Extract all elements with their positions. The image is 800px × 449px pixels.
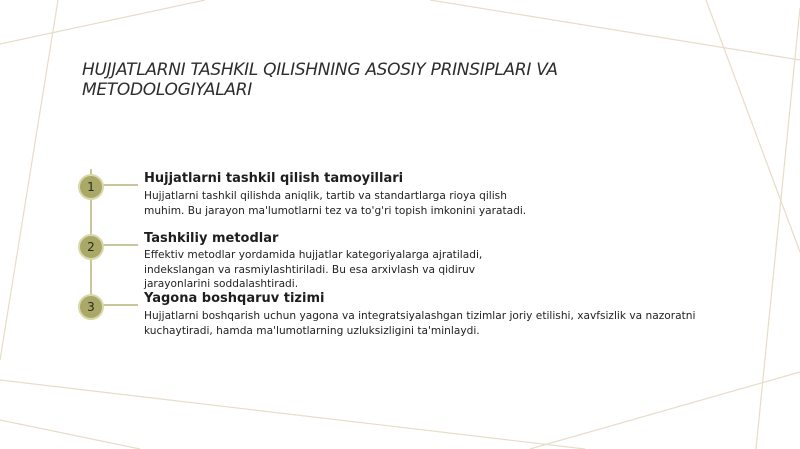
step-number-badge: 2 — [78, 234, 104, 260]
item-title: Hujjatlarni tashkil qilish tamoyillari — [144, 171, 404, 186]
step-number-badge: 3 — [78, 294, 104, 320]
item-description: Effektiv metodlar yordamida hujjatlar kategoriyalarga ajratiladi, indekslangan va rasmiylashtiriladi. Bu esa arxivlash va qidiruv jarayonlarini soddalashtiradi. — [144, 249, 483, 290]
item-title: Yagona boshqaruv tizimi — [144, 291, 325, 306]
item-title: Tashkiliy metodlar — [144, 231, 279, 246]
item-description: Hujjatlarni tashkil qilishda aniqlik, tartib va standartlarga rioya qilish muhim. Bu jarayon ma'lumotlarni tez va to'g'ri topish imkonini yaratadi. — [144, 190, 527, 217]
item-description: Hujjatlarni boshqarish uchun yagona va integratsiyalashgan tizimlar joriy etilishi, xavfsizlik va nazoratni kuchaytiradi, hamda ma'lumotlarning uzluksizligini ta'minlaydi. — [144, 310, 696, 337]
slide-title: HUJJATLARNI TASHKIL QILISHNING ASOSIY PRINSIPLARI VA METODOLOGIYALARI — [82, 60, 558, 100]
step-number-badge: 1 — [78, 174, 104, 200]
